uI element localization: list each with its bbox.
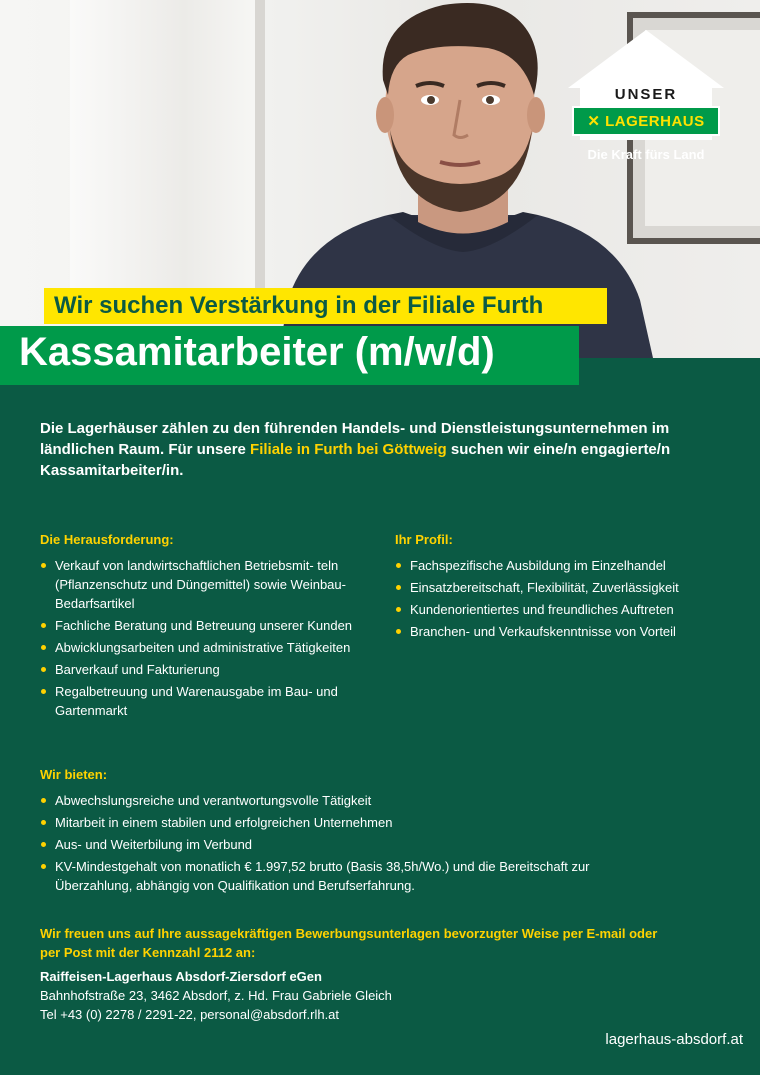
list-item: Abwicklungsarbeiten und administrative Tätigkeiten (40, 638, 365, 657)
subtitle-banner (44, 288, 607, 324)
lagerhaus-logo (568, 30, 724, 170)
company-name: Raiffeisen-Lagerhaus Absdorf-Ziersdorf eGen (40, 969, 322, 984)
logo-text-unser: UNSER (614, 86, 678, 103)
offer-section (40, 765, 615, 898)
list-item: Regalbetreuung und Warenausgabe im Bau- und Gartenmarkt (40, 682, 365, 720)
application-section (40, 924, 660, 1024)
list-item: Kundenorientiertes und freundliches Auftreten (395, 600, 725, 619)
profile-heading: Ihr Profil: (395, 532, 453, 547)
list-item: KV-Mindestgehalt von monatlich € 1.997,52 brutto (Basis 38,5h/Wo.) und die Bereitschaft zur Überzahlung, abhängig von Qualifikation und Berufserfahrung. (40, 857, 615, 895)
list-item: Abwechslungsreiche und verantwortungsvolle Tätigkeit (40, 791, 615, 810)
list-item: Fachliche Beratung und Betreuung unserer Kunden (40, 616, 365, 635)
contact-info: Tel +43 (0) 2278 / 2291-22, personal@absdorf.rlh.at (40, 1007, 340, 1022)
list-item: Barverkauf und Fakturierung (40, 660, 365, 679)
profile-list (395, 556, 725, 641)
list-item: Branchen- und Verkaufskenntnisse von Vorteil (395, 622, 725, 641)
challenges-section (40, 530, 365, 723)
subtitle: Wir suchen Verstärkung in der Filiale Furth (54, 292, 544, 319)
offer-heading: Wir bieten: (40, 767, 108, 782)
challenges-list (40, 556, 365, 720)
title-banner (0, 326, 579, 385)
offer-list (40, 791, 615, 895)
background-door (70, 0, 260, 300)
logo-text-lagerhaus: ✕ LAGERHAUS (587, 113, 705, 130)
intro-paragraph: Die Lagerhäuser zählen zu den führenden Handels- und Dienstleistungsunternehmen im ländlichen Raum. Für unsere Filiale in Furth bei Göttweig suchen wir eine/n engagierte/n Kassamitarbeiter/in. (40, 420, 671, 479)
profile-section (395, 530, 725, 644)
list-item: Verkauf von landwirtschaftlichen Betriebsmit- teln (Pflanzenschutz und Düngemittel) sowie Weinbau-Bedarfsartikel (40, 556, 365, 613)
list-item: Einsatzbereitschaft, Flexibilität, Zuverlässigkeit (395, 578, 725, 597)
challenges-heading: Die Herausforderung: (40, 532, 174, 547)
website-link[interactable]: lagerhaus-absdorf.at (605, 1031, 743, 1048)
list-item: Mitarbeit in einem stabilen und erfolgreichen Unternehmen (40, 813, 615, 832)
company-address: Bahnhofstraße 23, 3462 Absdorf, z. Hd. Frau Gabriele Gleich (40, 988, 392, 1003)
list-item: Fachspezifische Ausbildung im Einzelhandel (395, 556, 725, 575)
branch-highlight: Filiale in Furth bei Göttweig (250, 441, 447, 458)
list-item: Aus- und Weiterbilung im Verbund (40, 835, 615, 854)
job-title: Kassamitarbeiter (m/w/d) (19, 330, 495, 374)
logo-slogan: Die Kraft fürs Land (587, 147, 705, 162)
application-call: Wir freuen uns auf Ihre aussagekräftigen Bewerbungsunterlagen bevorzugter Weise per E-mail oder per Post mit der Kennzahl 2112 an: (40, 926, 658, 960)
